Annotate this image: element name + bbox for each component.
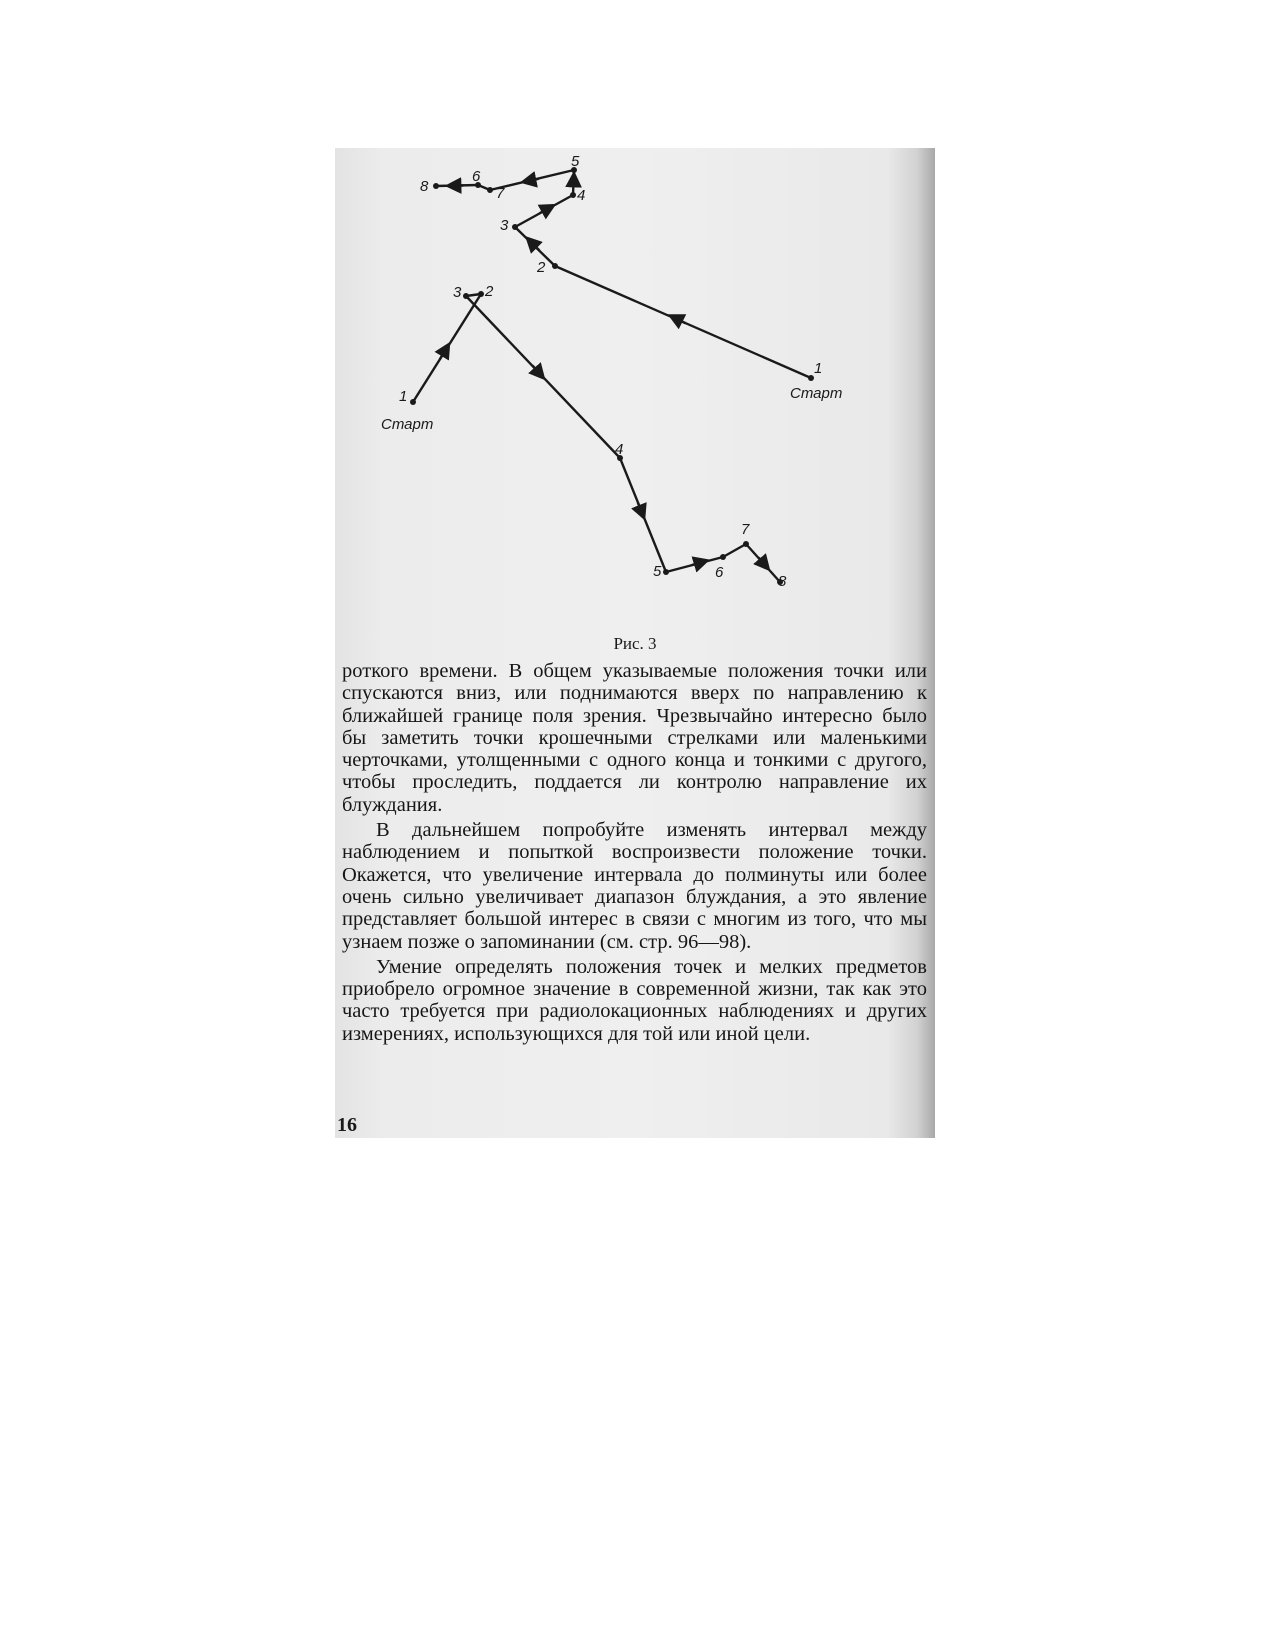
- trace-a-arrow-1-2: [675, 318, 685, 323]
- trace-b-segment-6-7: [723, 544, 746, 557]
- trace-a-label-7: 7: [496, 185, 505, 202]
- figure-caption: Рис. 3: [613, 634, 657, 653]
- trace-b-segment-3-4: [466, 296, 620, 458]
- trace-b-arrow-7-8: [759, 558, 765, 565]
- trace-a: [436, 170, 811, 378]
- trace-b-label-7: 7: [741, 521, 750, 538]
- trace-a-label-6: 6: [472, 168, 481, 185]
- trace-b-label-3: 3: [453, 284, 462, 301]
- trace-b-dot-7: [743, 541, 749, 547]
- trace-b-dot-1: [410, 399, 416, 405]
- paragraph-2: В дальнейшем попробуйте изменять интервал между наблюдением и попыткой воспроизвести положение точки. Окажется, что увеличение интервала до полминуты или более очень сильно увеличивает диапазон блуждания, а это явление представляет большой интерес в связи с многим из того, что мы узнаем позже о запоминании (см. стр. 96—98).: [342, 819, 927, 953]
- body-text: [342, 660, 927, 1045]
- trace-b-label-2: 2: [485, 283, 494, 300]
- trace-a-dot-4: [570, 192, 576, 198]
- trace-a-label-1: 1: [814, 360, 823, 377]
- trace-a-label-3: 3: [500, 217, 509, 234]
- trace-b-dot-5: [663, 569, 669, 575]
- trace-a-start-label: Старт: [790, 385, 843, 402]
- trace-b-dot-2: [478, 291, 484, 297]
- page-number: 16: [337, 1114, 357, 1136]
- trace-b-label-6: 6: [715, 564, 724, 581]
- trace-a-dot-3: [512, 224, 518, 230]
- trace-b-dot-3: [463, 293, 469, 299]
- trace-a-label-4: 4: [577, 187, 586, 204]
- trace-b-label-4: 4: [615, 441, 624, 458]
- trace-a-arrow-3-4: [540, 208, 549, 213]
- trace-a-arrow-2-3: [531, 242, 539, 250]
- trace-b-arrow-5-6: [692, 562, 702, 565]
- trace-b-dot-6: [720, 554, 726, 560]
- trace-b-label-5: 5: [653, 563, 662, 580]
- paragraph-1: роткого времени. В общем указываемые положения точки или спускаются вниз, или поднимаются вверх по направлению к ближайшей границе поля зрения. Чрезвычайно интересно было бы заметить точки крошечными стрелками или маленькими черточками, утолщенными с одного конца и тонкими с другого, чтобы проследить, поддается ли контролю направление их блуждания.: [342, 660, 927, 816]
- trace-b-segment-1-2: [413, 294, 481, 402]
- trace-b-points: [410, 291, 783, 585]
- trace-b-start-label: Старт: [381, 416, 434, 433]
- trace-b-arrow-1-2: [440, 349, 446, 359]
- trace-a-label-8: 8: [420, 178, 429, 195]
- trace-a-label-2: 2: [537, 259, 546, 276]
- trace-a-label-5: 5: [571, 153, 580, 170]
- trace-b-segment-4-5: [620, 458, 666, 572]
- figure-3-diagram: [335, 148, 935, 658]
- trace-b-arrow-3-4: [533, 366, 540, 374]
- trace-a-dot-7: [487, 187, 493, 193]
- trace-b-labels: [381, 283, 787, 590]
- paragraph-3: Умение определять положения точек и мелких предметов приобрело огромное значение в современной жизни, так как это часто требуется при радиолокационных наблюдениях и других измерениях, использующихся для той или иной цели.: [342, 955, 927, 1045]
- trace-a-arrow-5-7: [528, 179, 538, 181]
- trace-b-label-8: 8: [778, 573, 787, 590]
- trace-b-label-1: 1: [399, 388, 408, 405]
- trace-b: [413, 294, 780, 582]
- trace-a-dot-8: [433, 183, 439, 189]
- trace-a-points: [433, 167, 814, 381]
- scanned-page: [335, 148, 935, 1138]
- trace-a-dot-2: [552, 263, 558, 269]
